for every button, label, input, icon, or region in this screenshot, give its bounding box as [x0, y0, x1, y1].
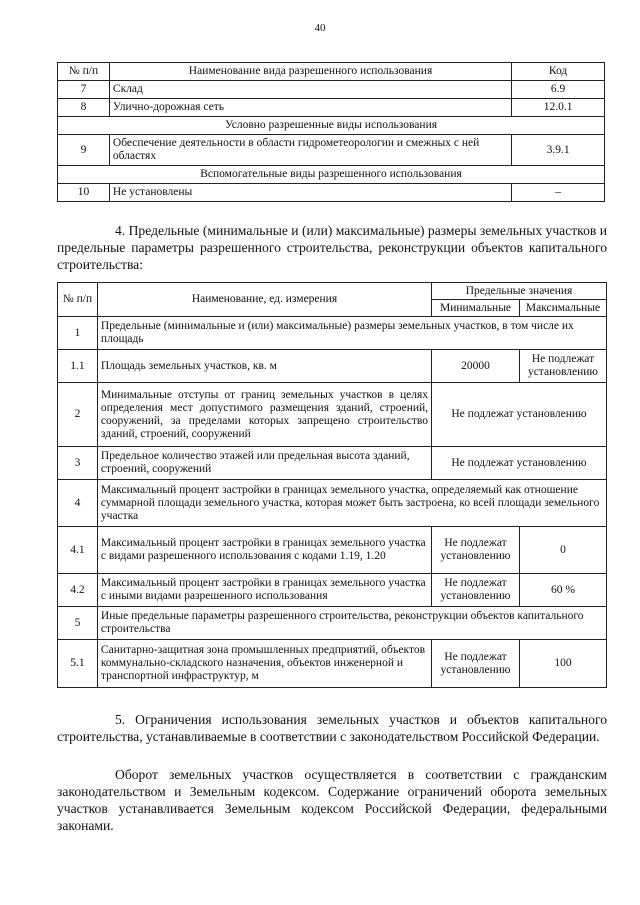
header-num: № п/п [58, 283, 98, 317]
header-code: Код [512, 63, 605, 81]
row-num: 5.1 [58, 640, 98, 688]
header-use-name: Наименование вида разрешенного использования [109, 63, 511, 81]
row-name: Иные предельные параметры разрешенного строительства, реконструкции объектов капитального строительства [97, 607, 606, 640]
header-max: Максимальные [519, 300, 606, 317]
paragraph-4: 4. Предельные (минимальные и (или) максимальные) размеры земельных участков и предельные параметры разрешенного строительства, реконструкции объектов капитального строительства: [57, 223, 607, 272]
row-name: Предельное количество этажей или предельная высота зданий, строений, сооружений [97, 447, 431, 480]
table-row [58, 81, 605, 99]
row-max: 0 [519, 527, 606, 574]
paragraph-6: Оборот земельных участков осуществляется в соответствии с гражданским законодательством и Земельным кодексом. Содержание ограничений оборота земельных участков устанавливается Земельным кодексом Российской Федерации, федеральными законами. [57, 767, 607, 833]
row-num: 2 [58, 383, 98, 447]
section-row [58, 117, 605, 135]
paragraph-5: 5. Ограничения использования земельных участков и объектов капитального строительства, устанавливаемые в соответствии с законодательством Российской Федерации. [57, 712, 607, 744]
header-num: № п/п [58, 63, 110, 81]
row-name: Не установлены [109, 184, 511, 202]
table-row [58, 99, 605, 117]
row-num: 9 [58, 135, 110, 166]
section-row [58, 166, 605, 184]
row-name: Улично-дорожная сеть [109, 99, 511, 117]
page-number: 40 [314, 22, 326, 34]
limits-table [57, 282, 607, 688]
row-code: – [512, 184, 605, 202]
row-value: Не подлежат установлению [432, 383, 607, 447]
table-row [58, 607, 607, 640]
row-max: 60 % [519, 574, 606, 607]
table-row [58, 480, 607, 527]
table-row [58, 447, 607, 480]
table-row [58, 135, 605, 166]
row-max: Не подлежат установлению [519, 350, 606, 383]
row-name: Предельные (минимальные и (или) максимальные) размеры земельных участков, в том числе их площадь [97, 317, 606, 350]
row-name: Площадь земельных участков, кв. м [97, 350, 431, 383]
row-name: Минимальные отступы от границ земельных участков в целях определения мест допустимого размещения зданий, строений, сооружений, за пределами которых запрещено строительство зданий, строений, сооружений [97, 383, 431, 447]
row-min: 20000 [432, 350, 520, 383]
row-num: 4 [58, 480, 98, 527]
row-min: Не подлежат установлению [432, 574, 520, 607]
row-name: Санитарно-защитная зона промышленных предприятий, объектов коммунально-складского назначения, объектов инженерной и транспортной инфраструктур, м [97, 640, 431, 688]
row-num: 1.1 [58, 350, 98, 383]
row-num: 1 [58, 317, 98, 350]
header-limits: Предельные значения [432, 283, 607, 300]
table-row [58, 574, 607, 607]
header-min: Минимальные [432, 300, 520, 317]
table-row [58, 184, 605, 202]
row-name: Максимальный процент застройки в границах земельного участка, определяемый как отношение суммарной площади земельного участка, которая может быть застроена, ко всей площади земельного участка [97, 480, 606, 527]
row-num: 8 [58, 99, 110, 117]
table-row [58, 317, 607, 350]
table-row [58, 640, 607, 688]
row-min: Не подлежат установлению [432, 527, 520, 574]
row-code: 6.9 [512, 81, 605, 99]
table-row [58, 527, 607, 574]
section-aux: Вспомогательные виды разрешенного использования [58, 166, 605, 184]
row-num: 5 [58, 607, 98, 640]
row-num: 3 [58, 447, 98, 480]
row-name: Обеспечение деятельности в области гидрометеорологии и смежных с ней областях [109, 135, 511, 166]
table-header-row [58, 283, 607, 300]
permitted-use-table [57, 62, 605, 202]
row-num: 10 [58, 184, 110, 202]
row-code: 3.9.1 [512, 135, 605, 166]
section-conditional: Условно разрешенные виды использования [58, 117, 605, 135]
table-row [58, 350, 607, 383]
row-name: Максимальный процент застройки в границах земельного участка с видами разрешенного использования с кодами 1.19, 1.20 [97, 527, 431, 574]
row-num: 7 [58, 81, 110, 99]
row-code: 12.0.1 [512, 99, 605, 117]
row-min: Не подлежат установлению [432, 640, 520, 688]
table-header-row [58, 63, 605, 81]
row-value: Не подлежат установлению [432, 447, 607, 480]
row-name: Склад [109, 81, 511, 99]
header-name: Наименование, ед. измерения [97, 283, 431, 317]
row-num: 4.1 [58, 527, 98, 574]
row-name: Максимальный процент застройки в границах земельного участка с иными видами разрешенного использования [97, 574, 431, 607]
table-row [58, 383, 607, 447]
row-max: 100 [519, 640, 606, 688]
row-num: 4.2 [58, 574, 98, 607]
